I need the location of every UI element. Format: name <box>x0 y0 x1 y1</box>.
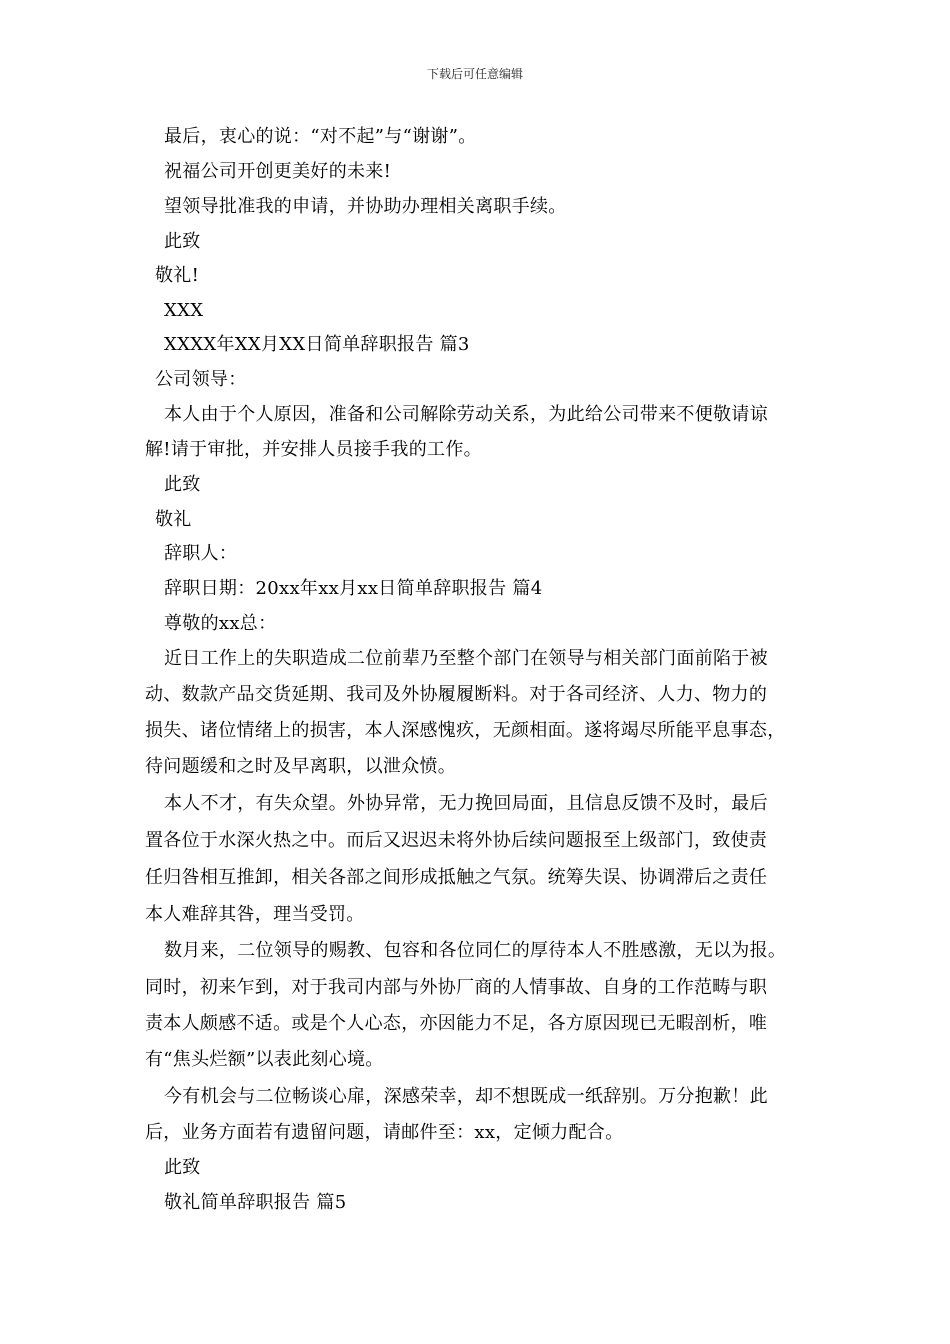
text-line: 待问题缓和之时及早离职，以泄众愤。 <box>145 756 457 777</box>
text-line: 辞职人： <box>164 543 238 564</box>
section-heading: XXXX年XX月XX日简单辞职报告 篇3 <box>164 334 470 355</box>
text-line: 最后，衷心的说：“对不起”与“谢谢”。 <box>164 126 477 147</box>
text-line: 近日工作上的失职造成二位前辈乃至整个部门在领导与相关部门面前陷于被 <box>164 648 768 669</box>
text-line: 本人不才，有失众望。外协异常，无力挽回局面，且信息反馈不及时，最后 <box>164 793 768 814</box>
text-line: 望领导批准我的申请，并协助办理相关离职手续。 <box>164 196 567 217</box>
text-line: 此致 <box>164 231 201 252</box>
text-line: 敬礼! <box>155 265 200 286</box>
text-line: 后，业务方面若有遗留问题，请邮件至：xx，定倾力配合。 <box>145 1122 624 1143</box>
page-header: 下载后可任意编辑 <box>426 67 523 81</box>
text-line: 有“焦头烂额”以表此刻心境。 <box>145 1049 384 1070</box>
text-line: 数月来，二位领导的赐教、包容和各位同仁的厚待本人不胜感激，无以为报。 <box>164 940 787 961</box>
section-heading: 敬礼简单辞职报告 篇5 <box>164 1192 347 1213</box>
text-line: 损失、诸位情绪上的损害，本人深感愧疚，无颜相面。遂将竭尽所能平息事态， <box>145 720 786 741</box>
text-line: 祝福公司开创更美好的未来! <box>164 161 392 182</box>
text-line: 此致 <box>164 1157 201 1178</box>
salutation: 尊敬的xx总： <box>164 613 277 634</box>
section-heading: 辞职日期：20xx年xx月xx日简单辞职报告 篇4 <box>164 578 543 599</box>
text-line: 任归咎相互推卸，相关各部之间形成抵触之气氛。统筹失误、协调滞后之责任 <box>145 867 768 888</box>
text-line: 责本人颇感不适。或是个人心态，亦因能力不足，各方原因现已无暇剖析，唯 <box>145 1013 768 1034</box>
text-line: 本人难辞其咎，理当受罚。 <box>145 904 365 925</box>
text-line: 敬礼 <box>155 509 192 530</box>
text-line: 本人由于个人原因，准备和公司解除劳动关系，为此给公司带来不便敬请谅 <box>164 404 768 425</box>
text-line: 此致 <box>164 474 201 495</box>
text-line: 置各位于水深火热之中。而后又迟迟未将外协后续问题报至上级部门，致使责 <box>145 830 768 851</box>
salutation: 公司领导： <box>155 369 247 390</box>
text-line: 动、数款产品交货延期、我司及外协履履断料。对于各司经济、人力、物力的 <box>145 684 768 705</box>
text-line: 同时，初来乍到，对于我司内部与外协厂商的人情事故、自身的工作范畴与职 <box>145 977 768 998</box>
text-line: 今有机会与二位畅谈心扉，深感荣幸，却不想既成一纸辞别。万分抱歉！此 <box>164 1086 768 1107</box>
text-line: 解!请于审批，并安排人员接手我的工作。 <box>145 439 482 460</box>
text-line: XXX <box>164 300 204 321</box>
